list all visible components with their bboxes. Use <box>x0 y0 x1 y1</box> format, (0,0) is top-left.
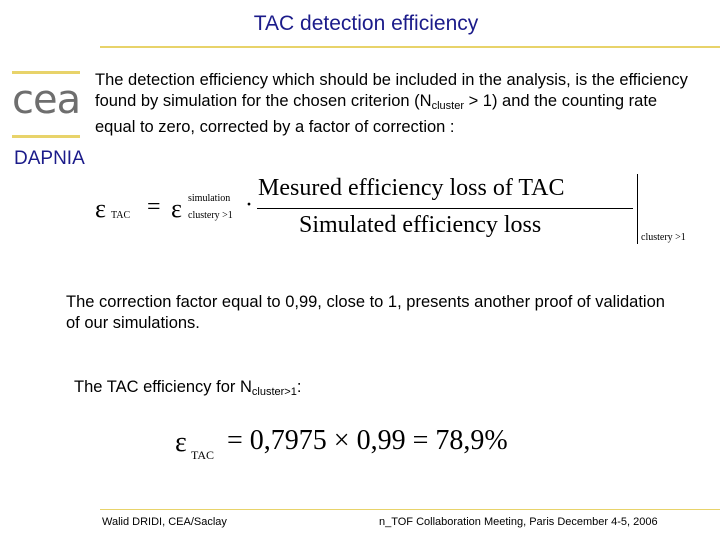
eq1-numerator: Mesured efficiency loss of TAC <box>258 175 565 201</box>
fraction-bar <box>257 208 633 209</box>
eq2-rhs: = 0,7975 × 0,99 = 78,9% <box>227 425 508 456</box>
intro-subscript: cluster <box>431 100 464 112</box>
footer-author: Walid DRIDI, CEA/Saclay <box>102 516 227 528</box>
evaluation-bar <box>637 174 638 244</box>
eq1-epsilon-sim: ε <box>171 194 182 223</box>
lab-name: DAPNIA <box>14 148 85 169</box>
correction-paragraph: The correction factor equal to 0,99, close to 1, presents another proof of validation of our simulations. <box>66 293 665 332</box>
tac-colon: : <box>296 378 302 396</box>
tac-subscript: cluster>1 <box>251 386 297 398</box>
slide-title: TAC detection efficiency <box>253 12 479 35</box>
eq2-epsilon: ε <box>175 427 187 458</box>
eq1-equals: = <box>147 194 161 220</box>
logo-text: cea <box>12 77 81 123</box>
title-divider <box>100 46 720 48</box>
intro-paragraph <box>95 70 695 138</box>
eq1-denominator: Simulated efficiency loss <box>299 212 542 238</box>
footer-meeting: n_TOF Collaboration Meeting, Paris December 4-5, 2006 <box>379 516 658 528</box>
tac-efficiency-line <box>74 378 301 398</box>
eq1-epsilon: ε <box>95 194 106 223</box>
eq2-lhs-sub: TAC <box>191 448 215 462</box>
correction-equation <box>95 172 705 252</box>
intro-text-before: The detection efficiency which should be included in the analysis, is the efficiency found by simulation for the chosen criterion (N <box>95 71 688 110</box>
tac-text: The TAC efficiency for N <box>74 378 252 396</box>
eq1-lhs-sub: TAC <box>111 210 131 221</box>
footer-divider <box>100 509 720 510</box>
eq1-dot: · <box>245 192 253 218</box>
eq1-sup: simulation <box>188 193 231 204</box>
tac-efficiency-equation <box>175 425 555 471</box>
intro-text-after: > 1) and the counting rate equal to zero, corrected by a factor of correction : <box>95 92 658 136</box>
logo-top-rule <box>12 71 80 74</box>
eq1-bar-sub: clustery >1 <box>641 232 686 243</box>
logo-bottom-rule <box>12 135 80 138</box>
eq1-sub: clustery >1 <box>188 210 233 221</box>
